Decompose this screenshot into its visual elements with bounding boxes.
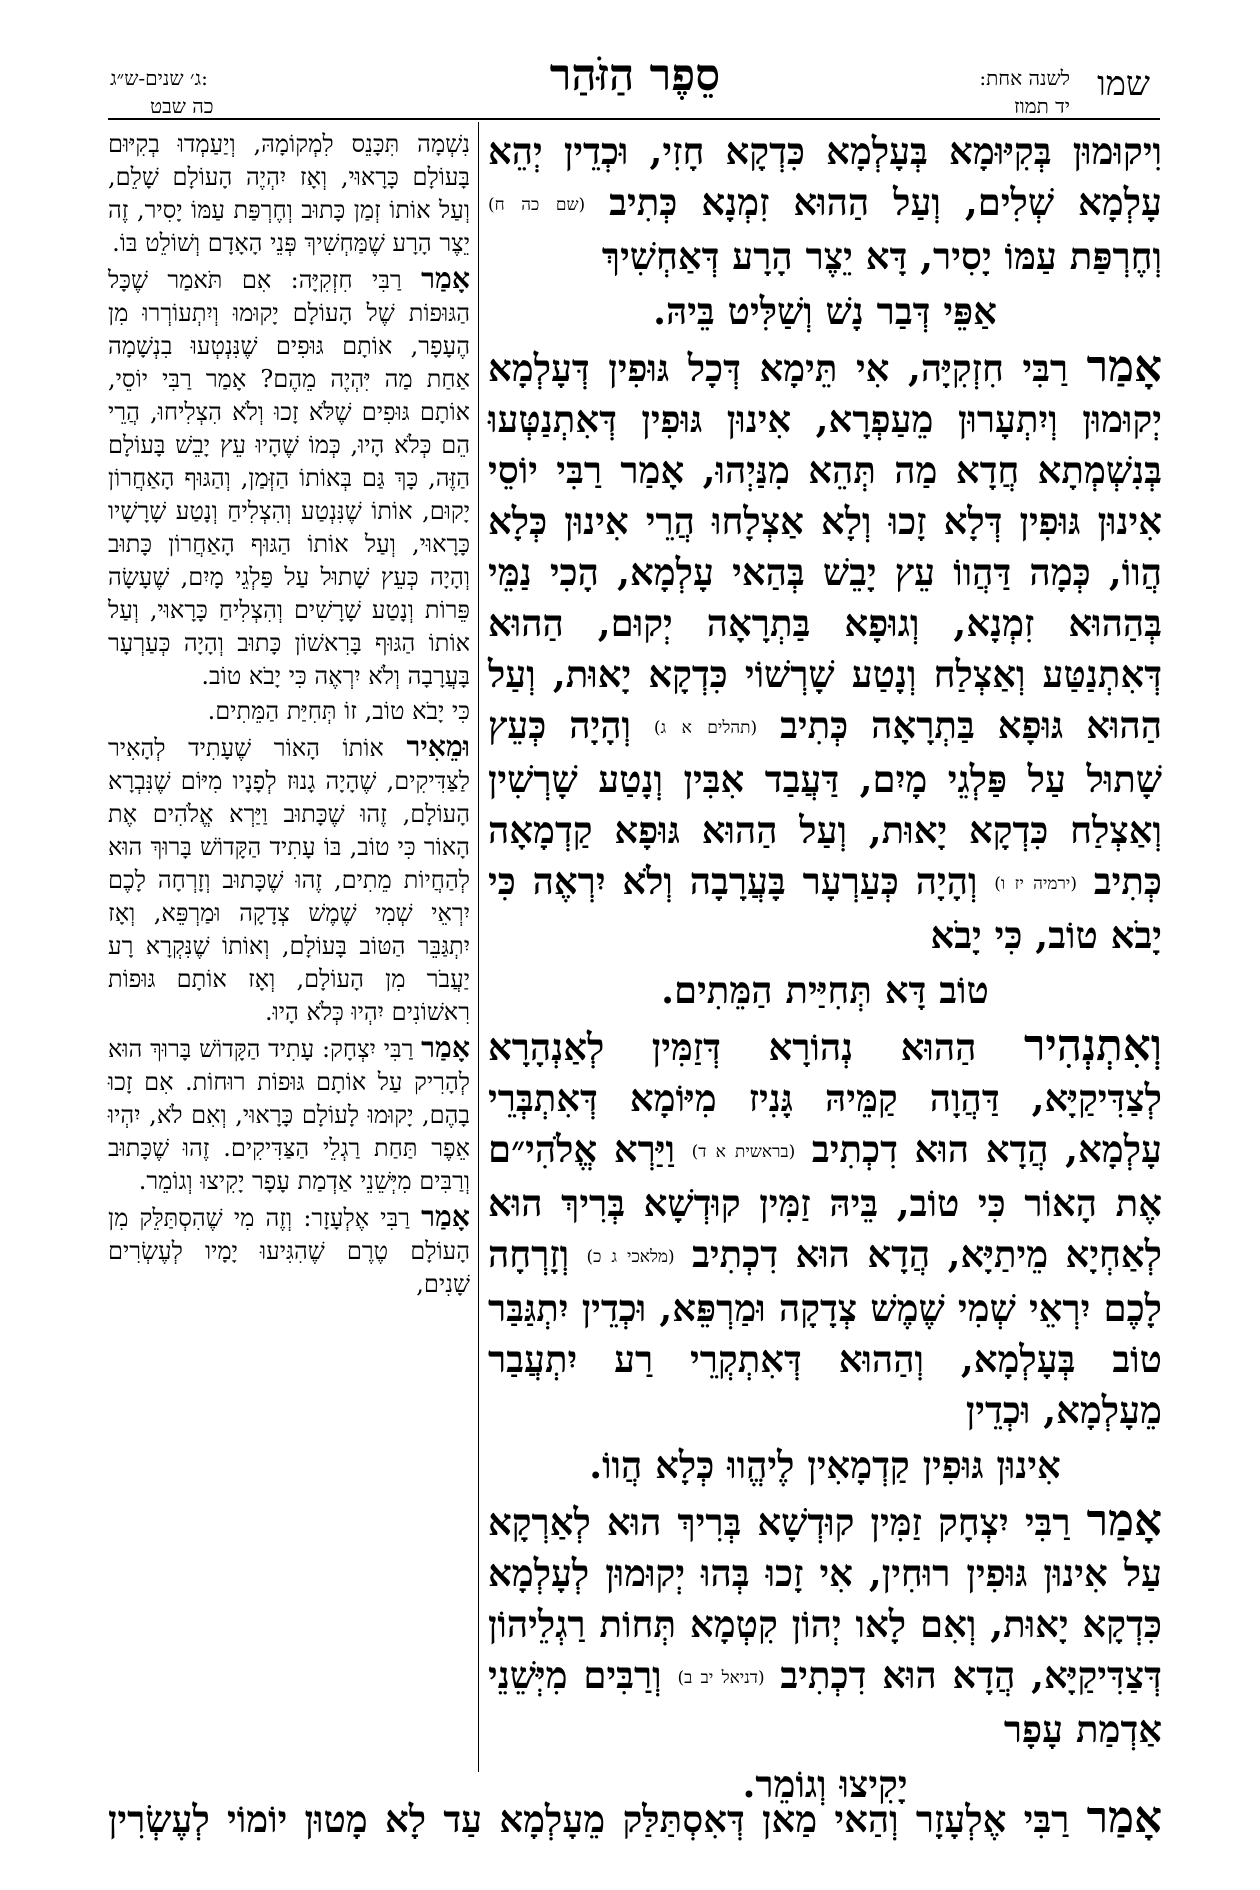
- hebrew-text: רַבִּי אֶלְעָזָר: וְזֶה מִי שֶׁהִסְתַּלֵּק מִן הָעוֹלָם טֶרֶם שֶׁהִגִּיעוּ יָמָיו לְעֶשְׂרִים שָׁנִים,: [108, 1204, 470, 1298]
- aramaic-text: וְהָיָה כְּעֵץ שָׁתוּל עַל פַּלְגֵי מָיִם, דַּעֲבַד אִבִּין וְנָטַע שָׁרְשִׁין וְאַצְלַח כִּדְקָא יָאוּת, וְעַל הַהוּא גּוּפָא קַדְמָאָה כְּתִיב: [488, 703, 1162, 903]
- aramaic-paragraph-end: יָקִיצוּ וְגוֹמֵר.: [742, 1762, 908, 1806]
- header-date-left: כה שבט: [150, 94, 214, 118]
- aramaic-text: וַיַּרְא אֱלֹהִי״ם אֶת הָאוֹר כִּי טוֹב, בֵּיהּ זַמִּין קוּדְשָׁא בְּרִיךְ הוּא לְאַחְיָא מֵיתַיָּא, הֲדָא הוּא דִכְתִיב: [488, 1127, 1162, 1276]
- aramaic-paragraph: [488, 1020, 1162, 1436]
- column-divider: [478, 122, 479, 1772]
- hebrew-paragraph: נִשְׁמָה תִּכָּנֵס לִמְקוֹמָהּ, וְיַעַמְדוּ בְקִיּוּם בָּעוֹלָם כָּרָאוּי, וְאָז יִהְיֶה הָעוֹלָם שָׁלֵם, וְעַל אוֹתוֹ זְמַן כָּתוּב וְחֶרְפַּת עַמּוֹ יָסִיר, זֶה יֵצֶר הָרָע שֶׁמַּחְשִׁיךְ פְּנֵי הָאָדָם וְשׁוֹלֵט בּוֹ.: [108, 130, 470, 257]
- header-schedule-three-years: ג׳ שנים-ש״ג:: [110, 66, 208, 90]
- paragraph-opening-word: אָמַר: [421, 1030, 470, 1064]
- verse-reference: (דניאל יב ב): [677, 1668, 765, 1688]
- aramaic-paragraph-end: אַפֵּי דְּבַר נָשׁ וְשַׁלִּיט בֵּיהּ.: [653, 289, 997, 333]
- aramaic-text: וִיקוּמוּן בְּקִיּוּמָא בְּעָלְמָא כִּדְקָא חָזִי, וּכְדֵין יְהֵא עָלְמָא שְׁלִים, וְעַל הַהוּא זִמְנָא כְּתִיב: [488, 129, 1162, 224]
- header-divider: [108, 118, 1160, 120]
- hebrew-paragraph: כִּי יָבֹא טוֹב, זוֹ תְּחִיַּת הַמֵּתִים.: [207, 697, 470, 725]
- paragraph-opening-word: אָמַר: [1086, 1495, 1162, 1546]
- header-date-right: יד תמוז: [1014, 94, 1070, 118]
- hebrew-text: רַבִּי חִזְקִיָּה: אִם תֹּאמַר שֶׁכָּל הַגּוּפוֹת שֶׁל הָעוֹלָם יָקוּמוּ וְיִתְעוֹרְרוּ מִן הֶעָפָר, אוֹתָם גּוּפִים שֶׁנִּנְטְעוּ בִנְשָׁמָה אַחַת מַה יִּהְיֶה מֵהֶם? אָמַר רַבִּי יוֹסֵי, אוֹתָם גּוּפִים שֶׁלֹּא זָכוּ וְלֹא הִצְלִיחוּ, הֲרֵי הֵם כְּלֹא הָיוּ, כְּמוֹ שֶׁהָיוּ עֵץ יָבֵשׁ בָּעוֹלָם הַזֶּה, כָּךְ גַּם בְּאוֹתוֹ הַזְּמַן, וְהַגּוּף הָאַחֲרוֹן יָקוּם, אוֹתוֹ שֶׁנִּנְטַע וְהִצְלִיחַ וְנָטַע שָׁרָשָׁיו כָּרָאוּי, וְעַל אוֹתוֹ הַגּוּף הָאַחֲרוֹן כָּתוּב וְהָיָה כְּעֵץ שָׁתוּל עַל פַּלְגֵי מָיִם, שֶׁעָשָׂה פֵּרוֹת וְנָטַע שָׁרָשִׁים וְהִצְלִיחַ כָּרָאוּי, וְעַל אוֹתוֹ הַגּוּף בָּרִאשׁוֹן כָּתוּב וְהָיָה כְּעַרְעָר בָּעֲרָבָה וְלֹא יִרְאֶה כִּי יָבֹא טוֹב.: [108, 266, 470, 690]
- verse-reference: (שם כה ח): [488, 195, 586, 215]
- hebrew-paragraph: [108, 1031, 470, 1198]
- header-schedule-one-year: לשנה אחת:: [979, 66, 1070, 90]
- bottom-continuation-line: [108, 1792, 1162, 1845]
- aramaic-column: [488, 126, 1162, 1810]
- verse-reference: (ירמיה יז ו): [994, 874, 1077, 894]
- aramaic-text: רַבִּי אֶלְעָזָר וְהַאי מַאן דְּאִסְתַּלַּק מֵעָלְמָא עַד לָא מָטוּן יוֹמוֹי לְעֶשְׂרִין: [108, 1797, 1070, 1841]
- hebrew-text: רַבִּי יִצְחָק: עָתִיד הַקָּדוֹשׁ בָּרוּךְ הוּא לְהָרִיק עַל אוֹתָם גּוּפוֹת רוּחוֹת. אִם זָכוּ בָהֶם, יָקוּמוּ לָעוֹלָם כָּרָאוּי, וְאִם לֹא, יִהְיוּ אֵפֶר תַּחַת רַגְלֵי הַצַּדִּיקִים. זֶהוּ שֶׁכָּתוּב וְרַבִּים מִיְּשֵׁנֵי אַדְמַת עָפָר יָקִיצוּ וְגוֹמֵר.: [108, 1035, 470, 1195]
- paragraph-opening-word: אָמַר: [421, 261, 470, 295]
- paragraph-opening-word: אָמַר: [421, 1199, 470, 1233]
- paragraph-opening-word: אָמַר: [1086, 1792, 1162, 1843]
- paragraph-opening-word: וּמֵאִיר: [406, 729, 470, 763]
- aramaic-text: רַבִּי חִזְקִיָּה, אִי תֵּימָא דְּכָל גּוּפִין דְּעָלְמָא יְקוּמוּן וְיִתְעָרוּן מֵעַפְרָא, אִינוּן גּוּפִין דְּאִתְנַטְּעוּ בְּנִשְׁמְתָא חֲדָא מַה תְּהֵא מִנַּיְהוּ, אָמַר רַבִּי יוֹסֵי אִינוּן גּוּפִין דְּלָא זָכוּ וְלָא אַצְלָחוּ הֲרֵי אִינוּן כְּלָא הֲווֹ, כְּמָה דַּהֲווֹ עֵץ יָבֵשׁ בְּהַאי עָלְמָא, הָכִי נַמֵּי בְּהַהוּא זִמְנָא, וְגוּפָא בַּתְרָאָה יְקוּם, הַהוּא דְּאִתְנַטַּע וְאַצְלַח וְנָטַע שָׁרְשׁוֹי כִּדְקָא יָאוּת, וְעַל הַהוּא גּוּפָא בַּתְרָאָה כְּתִיב: [488, 346, 1162, 747]
- aramaic-text: וְזָרְחָה לָכֶם יִרְאֵי שְׁמִי שֶׁמֶשׁ צְדָקָה וּמַרְפֵּא, וּכְדֵין יִתְגַּבַּר טוֹב בְּעָלְמָא, וְהַהוּא דְּאִתְקְרֵי רַע יִתְעֲבַר מֵעָלְמָא, וּכְדֵין: [488, 1232, 1162, 1432]
- page-number: שמו: [1097, 64, 1150, 104]
- hebrew-paragraph: [108, 1200, 470, 1301]
- aramaic-text: וְהָיָה כְּעַרְעָר בָּעֲרָבָה וְלֹא יִרְאֶה כִּי יָבֹא טוֹב, כִּי יָבֹא: [488, 859, 1162, 957]
- paragraph-opening-word: וְאִתְנְהִיר: [1023, 1020, 1162, 1071]
- aramaic-text: רַבִּי יִצְחָק זַמִּין קוּדְשָׁא בְּרִיךְ הוּא לְאַרְקָא עַל אִינוּן גּוּפִין רוּחִין, אִי זָכוּ בְּהוּ יְקוּמוּן לְעָלְמָא כִּדְקָא יָאוּת, וְאִם לָאו יְהוֹן קִטְמָא תְּחוֹת רַגְלֵיהוֹן דְּצַדִּיקַיָּא, הֲדָא הוּא דִכְתִיב: [488, 1500, 1162, 1697]
- page-title: סֵפֶר הַזֹּהַר: [549, 50, 721, 101]
- aramaic-paragraph: [488, 126, 1162, 282]
- verse-reference: (תהלים א ג): [653, 718, 758, 738]
- verse-reference: (מלאכי ג כ): [586, 1247, 675, 1267]
- aramaic-paragraph: [488, 1495, 1162, 1755]
- aramaic-text: וְחֶרְפַּת עַמּוֹ יָסִיר, דָּא יֵצֶר הָרָע דְּאַחְשִׁיךְ: [601, 234, 1162, 278]
- aramaic-paragraph-end: אִינוּן גּוּפִין קַדְמָאִין לֶיהֱווּ כְּלָא הֲווֹ.: [589, 1443, 1061, 1487]
- hebrew-column: [108, 128, 470, 1301]
- aramaic-text: וְרַבִּים מִיְּשֵׁנֵי אַדְמַת עָפָר: [488, 1653, 1162, 1751]
- aramaic-paragraph-end: טוֹב דָּא תְּחִיַּית הַמֵּתִים.: [661, 968, 989, 1012]
- hebrew-paragraph: [108, 730, 470, 1029]
- verse-reference: (בראשית א ד): [691, 1142, 796, 1162]
- aramaic-text: הַהוּא נְהוֹרָא דְּזַמִּין לְאַנְהָרָא לְצַדִּיקַיָּא, דַּהֲוָה קַמֵּיהּ גָּנִיז מִיּוֹמָא דְּאִתְבְּרֵי עָלְמָא, הֲדָא הוּא דִכְתִיב: [488, 1025, 1162, 1171]
- hebrew-paragraph: [108, 262, 470, 693]
- hebrew-text: אוֹתוֹ הָאוֹר שֶׁעָתִיד לְהָאִיר לַצַּדִּיקִים, שֶׁהָיָה גָנוּז לְפָנָיו מִיּוֹם שֶׁנִּבְרָא הָעוֹלָם, זֶהוּ שֶׁכָּתוּב וַיַּרְא אֱלֹהִים אֶת הָאוֹר כִּי טוֹב, בּוֹ עָתִיד הַקָּדוֹשׁ בָּרוּךְ הוּא לְהַחֲיוֹת מֵתִים, זֶהוּ שֶׁכָּתוּב וְזָרְחָה לָכֶם יִרְאֵי שְׁמִי שֶׁמֶשׁ צְדָקָה וּמַרְפֵּא, וְאָז יִתְגַּבֵּר הַטּוֹב בָּעוֹלָם, וְאוֹתוֹ שֶׁנִּקְרָא רָע יַעֲבֹר מִן הָעוֹלָם, וְאָז אוֹתָם גּוּפוֹת רִאשׁוֹנִים יִהְיוּ כְּלֹא הָיוּ.: [108, 734, 470, 1026]
- paragraph-opening-word: אָמַר: [1086, 341, 1162, 392]
- aramaic-paragraph: [488, 341, 1162, 961]
